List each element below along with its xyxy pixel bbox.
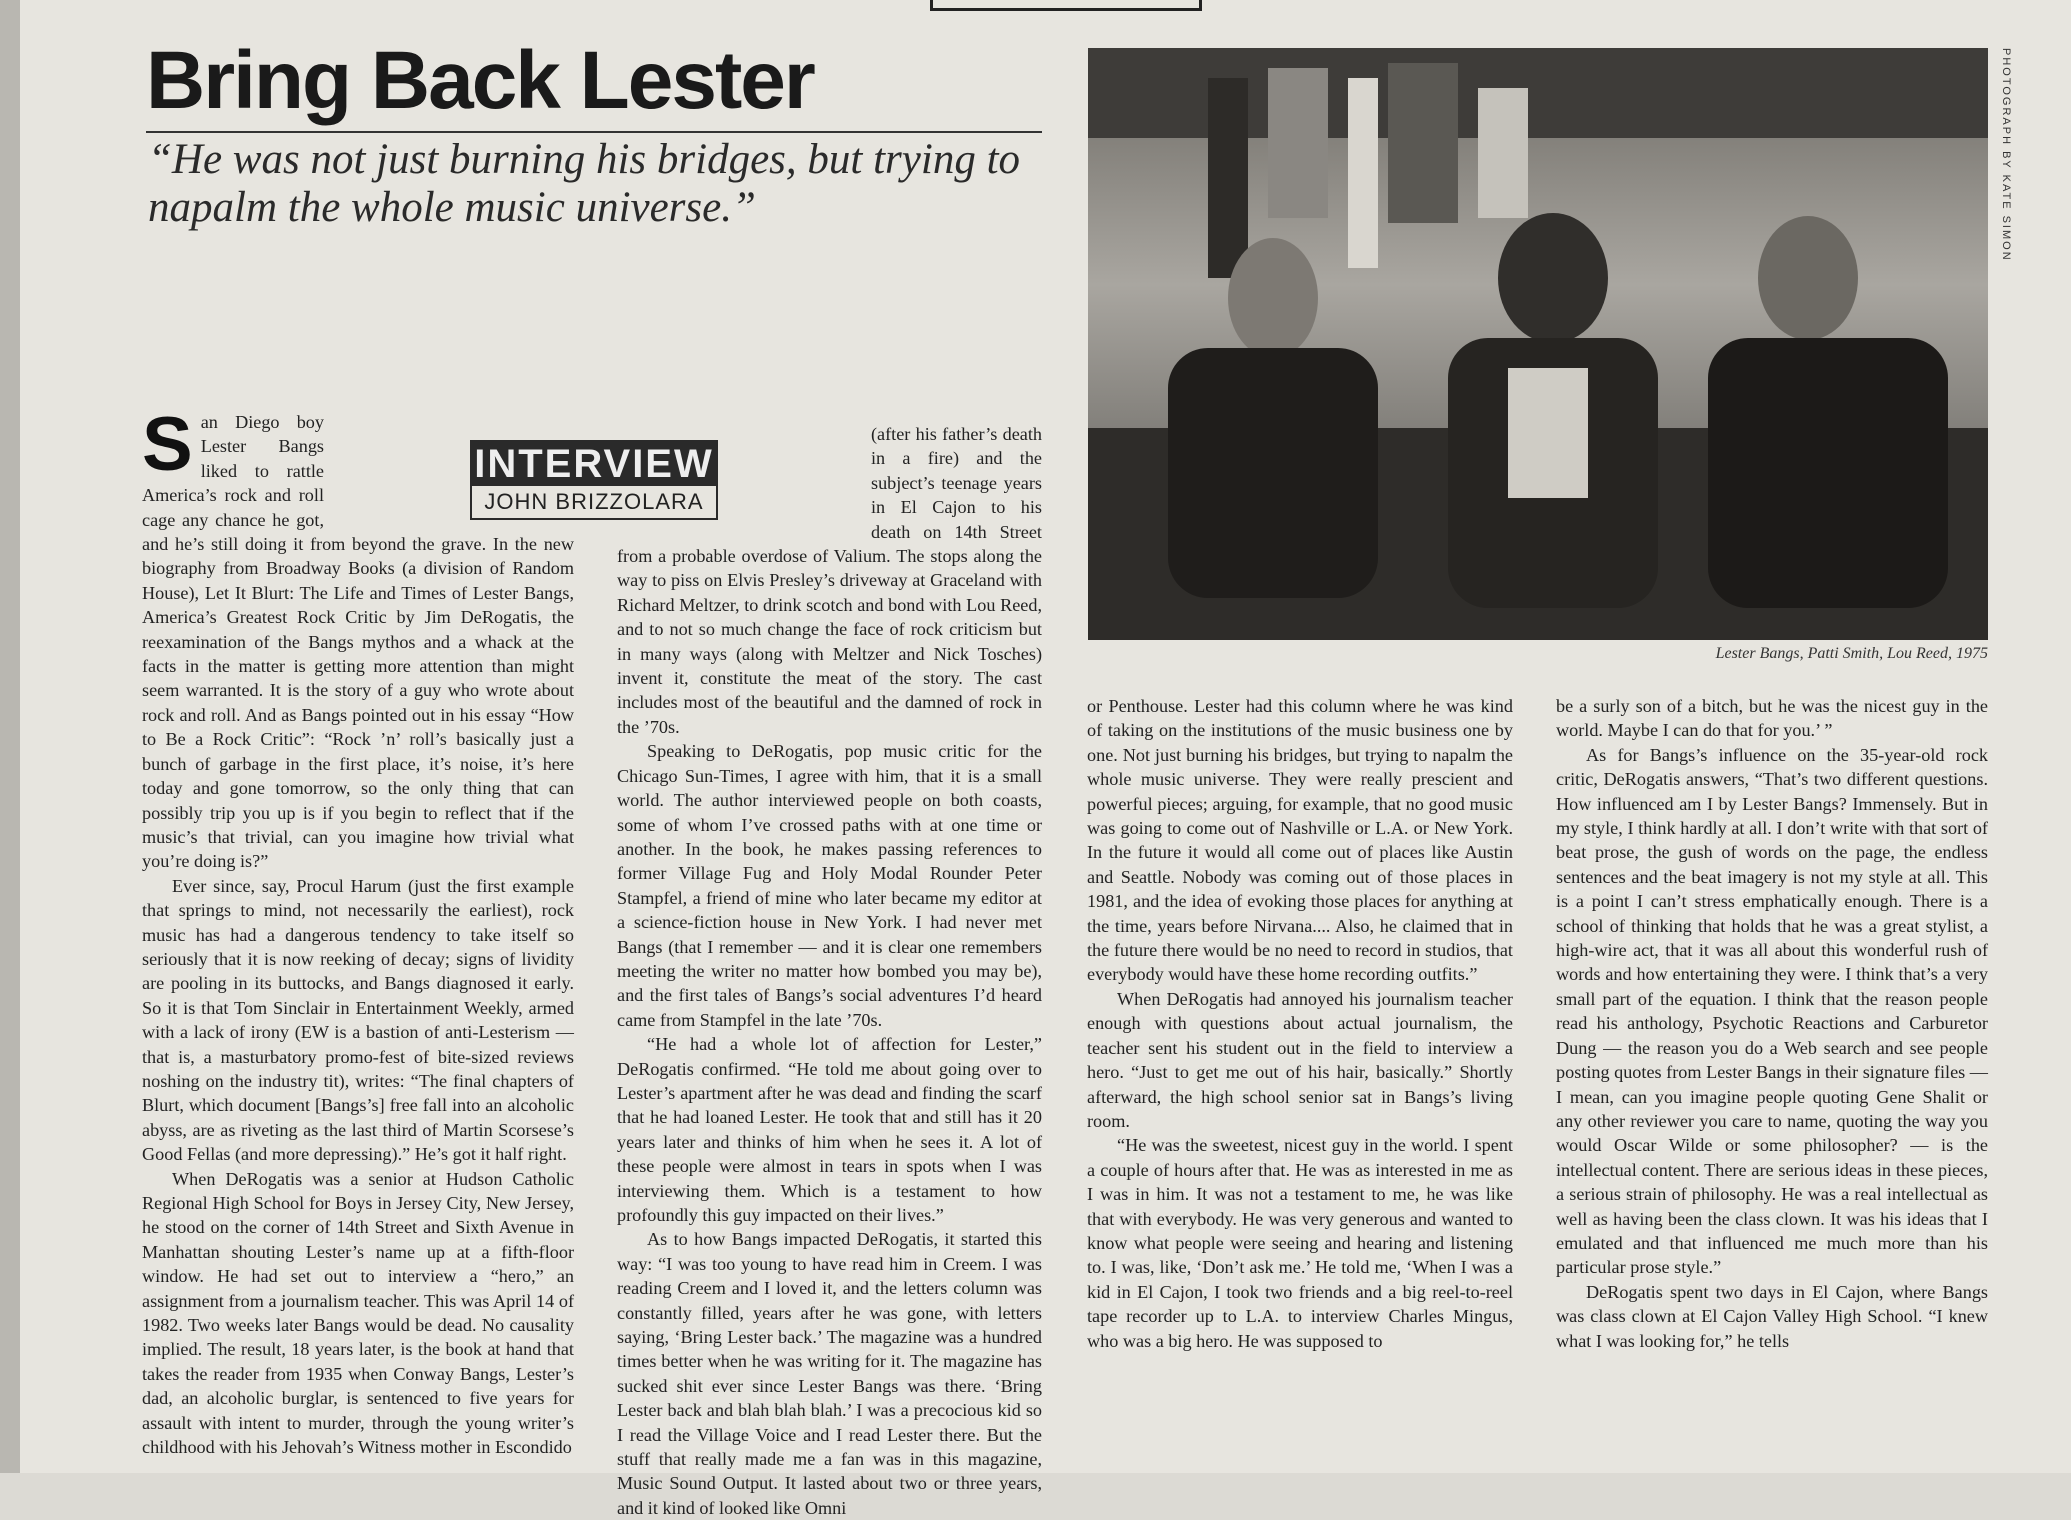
paragraph-text: an Diego boy Lester Bangs liked to rattle America’s rock and roll cage any chance he got, and he’s still doing it from beyond the grave. In the new biography from Broadway Books (a division of Random House), Let It Blurt: The Life and Times of Lester Bangs, America’s Greatest Rock Critic by Jim DeRogatis, the reexamination of the Bangs mythos and a whack at the facts in the matter is getting more attention than might seem warranted. It is the story of a guy who wrote about rock and roll. And as Bangs pointed out in his essay “How to Be a Rock Critic”: “Rock ’n’ roll’s basically just a bunch of garbage in the first place, it’s noise, it’s here today and gone tomorrow, so the only thing that can possibly trip you up is if you begin to reflect that if the music’s that trivial, can you imagine how trivial what you’re doing is?” [142, 412, 574, 872]
paragraph: Ever since, say, Procul Harum (just the first example that springs to mind, not necessarily the earliest), rock music has had a dangerous tendency to take itself so seriously that it is now reeking of decay; signs of lividity are pooling in its buttocks, and Bangs diagnosed it early. So it is that Tom Sinclair in Entertainment Weekly, armed with a lack of irony (EW is a bastion of anti-Lesterism — that is, a masturbatory promo-fest of bite-sized reviews noshing on the industry tit), writes: “The final chapters of Blurt, which document [Bangs’s] free fall into an alcoholic abyss, are as riveting as the last third of Martin Scorsese’s Good Fellas (and more depressing).” He’s got it half right. [142, 875, 574, 1165]
interview-box-spacer [334, 410, 574, 522]
interview-label: INTERVIEW [470, 440, 718, 486]
paragraph: When DeRogatis had annoyed his journalism teacher enough with questions about actual journalism, the teacher sent his student out in the field to interview a hero. “Just to get me out of his hair, basically.” Shortly afterward, the high school senior sat in Bangs’s living room. [1087, 988, 1513, 1131]
drop-cap: S [142, 402, 193, 487]
paragraph: When DeRogatis was a senior at Hudson Catholic Regional High School for Boys in Jersey City, New Jersey, he stood on the corner of 14th Street and Sixth Avenue in Manhattan shouting Lester’s name up at a fifth-floor window. He had set out to interview a “hero,” an assignment from a journalism teacher. This was April 14 of 1982. Two weeks later Bangs would be dead. No causality implied. The result, 18 years later, is the book at hand that takes the reader from 1935 when Conway Bangs, Lester’s dad, an alcoholic burglar, is sentenced to five years for assault with intent to murder, through the young writer’s childhood with his Jehovah’s Witness mother in Escondido [142, 1168, 574, 1458]
paragraph: (after his father’s death in a fire) and the subject’s teenage years in El Cajon to his death on 14th Street from a probable overdose of Valium. The stops along the way to piss on Elvis Presley’s driveway at Graceland with Richard Meltzer, to drink scotch and bond with Lou Reed, and to not so much change the face of rock criticism but in many ways (along with Meltzer and Nick Tosches) invent it, constitute the meat of the story. The cast includes most of the beautiful and the damned of rock in the ’70s. [617, 424, 1042, 737]
paragraph: “He had a whole lot of affection for Lester,” DeRogatis confirmed. “He told me about going over to Lester’s apartment after he was dead and finding the scarf that he had loaned Lester. He took that and still has it 20 years later and thinks of him when he sees it. A lot of these people were almost in tears in spots when I was interviewing them. Which is a testament to how profoundly this guy impacted on their lives.” [617, 1034, 1042, 1225]
headline-rule [146, 131, 1042, 133]
paragraph: “He was the sweetest, nicest guy in the world. I spent a couple of hours after that. He was as interested in me as I was in him. It was not a testament to me, he was like that with everybody. He was very generous and wanted to know what people were seeing and hearing and listening to. I was, like, ‘Don’t ask me.’ He told me, ‘When I was a kid in El Cajon, I took two friends and a big reel-to-reel tape recorder up to L.A. to interview Charles Mingus, who was a big hero. He was supposed to [1087, 1135, 1513, 1351]
photo-credit: PHOTOGRAPH BY KATE SIMON [2000, 48, 2012, 262]
paragraph: As for Bangs’s influence on the 35-year-old rock critic, DeRogatis answers, “That’s two different questions. How influenced am I by Lester Bangs? Immensely. But in my style, I think hardly at all. I don’t write with that sort of beat prose, the gush of words on the page, the endless sentences and the beat imagery is not my style at all. This is a point I can’t stress emphatically enough. There is a school of thinking that holds that he was a great stylist, a high-wire act, that it was all about this wonderful rush of words and how entertaining they were. I think that’s a very small part of the equation. I think that the reason people read his anthology, Psychotic Reactions and Carburetor Dung — the reason you do a Web search and see people posting quotes from Lester Bangs in their signature files — I mean, can you imagine people quoting Gene Shalit or any other reviewer you care to name, quoting the way you would Oscar Wilde or some philosopher? — is the intellectual content. There are serious ideas in these pieces, a serious strain of philosophy. He was a real intellectual as well as having been the class clown. It was his ideas that I emulated and that influenced me much more than his particular prose style.” [1556, 744, 1988, 1278]
author-byline: JOHN BRIZZOLARA [470, 486, 718, 520]
top-tab-marker [930, 0, 1202, 11]
column-1 [142, 270, 574, 1458]
paragraph: be a surly son of a bitch, but he was the nicest guy in the world. Maybe I can do that for you.’ ” [1556, 696, 1988, 741]
photo-illustration [1088, 48, 1988, 640]
column-3 [1087, 694, 1513, 1454]
page-edge-shadow [0, 0, 20, 1473]
interview-box-spacer [617, 422, 857, 540]
paragraph: or Penthouse. Lester had this column where he was kind of taking on the institutions of the music business one by one. Not just burning his bridges, but trying to napalm the whole music universe. They were really prescient and powerful pieces; arguing, for example, that no good music was going to come out of Nashville or L.A. or New York. In the future it would all come out of places like Austin and Seattle. Nobody was coming out of those places in 1981, and the idea of evoking those places for anything at the time, years before Nirvana.... Also, he claimed that in the future there would be no need to record in studios, that everybody would have these home recording outfits.” [1087, 696, 1513, 985]
deck-quote: “He was not just burning his bridges, but trying to napalm the whole music universe.” [148, 136, 1021, 231]
paragraph: DeRogatis spent two days in El Cajon, where Bangs was class clown at El Cajon Valley High School. “I knew what I was looking for,” he tells [1556, 1281, 1988, 1351]
column-4 [1556, 694, 1988, 1454]
paragraph: Speaking to DeRogatis, pop music critic for the Chicago Sun-Times, I agree with him, that it is a small world. The author interviewed people on both coasts, some of whom I’ve crossed paths with at one time or another. In the book, he makes passing references to former Village Fug and Holy Modal Rounder Peter Stampfel, a friend of mine who later became my editor at a science-fiction house in New York. I had never met Bangs (that I remember — and it is clear one remembers meeting the writer no matter how bombed you may be), and the first tales of Bangs’s social adventures I’d heard came from Stampfel in the late ’70s. [617, 741, 1042, 1030]
headline: Bring Back Lester [146, 35, 814, 126]
paragraph: As to how Bangs impacted DeRogatis, it started this way: “I was too young to have read him in Creem. I was reading Creem and I loved it, and the letters column was constantly filled, years after he was gone, with letters saying, ‘Bring Lester back.’ The magazine was a hundred times better when he was writing for it. The magazine has sucked shit ever since Lester Bangs was there. ‘Bring Lester back and blah blah blah.’ I was a precocious kid so I read the Village Voice and I read Lester there. But the stuff that really made me a fan was in this magazine, Music Sound Output. It lasted about two or three years, and it kind of looked like Omni [617, 1229, 1042, 1518]
column-2 [617, 270, 1042, 1518]
band-photograph [1088, 48, 1988, 640]
photo-caption: Lester Bangs, Patti Smith, Lou Reed, 1975 [1715, 645, 1988, 662]
